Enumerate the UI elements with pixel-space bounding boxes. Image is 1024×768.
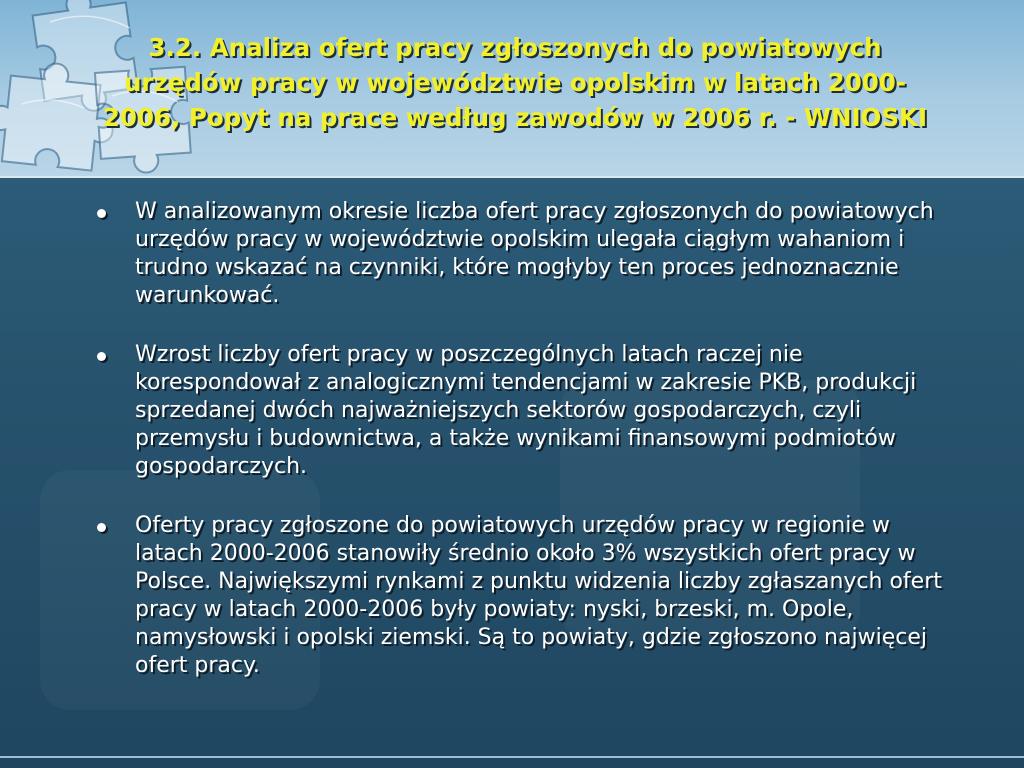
- bullet-list: [95, 198, 945, 711]
- bullet-item: [95, 512, 945, 680]
- slide-title: 3.2. Analiza ofert pracy zgłoszonych do powiatowych urzędów pracy w województwie opolskim w latach 2000-2006, Popyt na prace według zawodów w 2006 r. - WNIOSKI: [102, 33, 928, 132]
- bullet-text: Wzrost liczby ofert pracy w poszczególnych latach raczej nie korespondował z analogicznymi tendencjami w zakresie PKB, produkcji sprzedanej dwóch najważniejszych sektorów gospodarczych, czyli przemysłu i budownictwa, a także wynikami finansowymi podmiotów gospodarczych.: [135, 342, 917, 479]
- bullet-text: W analizowanym okresie liczba ofert pracy zgłoszonych do powiatowych urzędów pracy w województwie opolskim ulegała ciągłym wahaniom i trudno wskazać na czynniki, które mogłyby ten proces jednoznacznie warunkować.: [135, 199, 934, 308]
- bullet-item: [95, 341, 945, 481]
- bullet-dot-icon: [97, 209, 106, 218]
- bullet-text: Oferty pracy zgłoszone do powiatowych urzędów pracy w regionie w latach 2000-2006 stanowiły średnio około 3% wszystkich ofert pracy w Polsce. Największymi rynkami z punktu widzenia liczby zgłaszanych ofert pracy w latach 2000-2006 były powiaty: nyski, brzeski, m. Opole, namysłowski i opolski ziemski. Są to powiaty, gdzie zgłoszono najwięcej ofert pracy.: [135, 513, 942, 678]
- bullet-dot-icon: [97, 523, 106, 532]
- bullet-dot-icon: [97, 352, 106, 361]
- bullet-item: [95, 198, 945, 310]
- footer-divider: [0, 756, 1024, 758]
